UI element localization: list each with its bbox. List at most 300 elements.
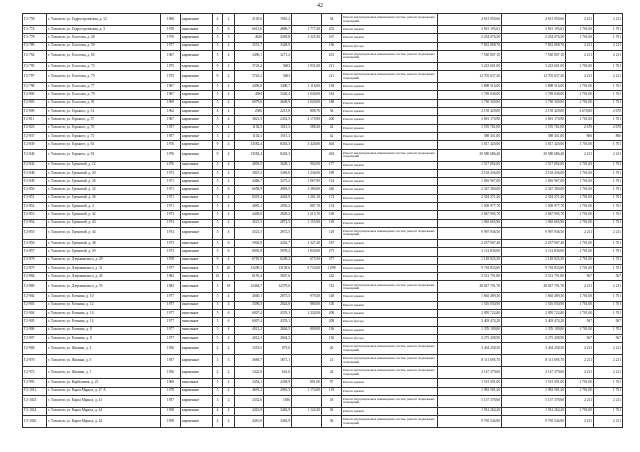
cell-cost_total: 28 027 791,70 <box>502 281 566 293</box>
cell-cost: 12 705 637,20 <box>438 71 502 83</box>
cell-year: 1975 <box>161 62 181 70</box>
cell-cost_total: 3 112 830,00 <box>502 248 566 256</box>
cell-max_cost: 1 701 <box>594 161 623 169</box>
cell-year: 1958 <box>161 416 181 428</box>
cell-area_living: 2872,5 <box>264 219 292 227</box>
cell-residents: 136 <box>322 334 342 342</box>
cell-area_living: 5847,6 <box>264 273 292 281</box>
cell-entrances: 4 <box>223 387 235 395</box>
cell-area_living: 1186 <box>264 395 292 407</box>
cell-code: Г2-852 <box>23 203 47 211</box>
cell-area_other: 1 067,90 <box>292 178 322 186</box>
cell-cost_total: 3 434 258,50 <box>502 343 566 355</box>
cell-work_type: Ремонт крыши <box>342 141 438 149</box>
cell-floors: 5 <box>213 379 223 387</box>
table-row <box>23 387 623 395</box>
cell-floors: 5 <box>213 186 223 194</box>
cell-cost: 2 102 436,00 <box>438 169 502 177</box>
cell-floors: 5 <box>213 203 223 211</box>
cell-max_cost: 1 701 <box>594 301 623 309</box>
cell-area_other: 2 170,90 <box>292 116 322 124</box>
cell-material: панельные <box>181 318 213 326</box>
cell-unit_cost: 1 701,00 <box>566 203 594 211</box>
cell-entrances: 4 <box>223 379 235 387</box>
cell-address: г. Тольятти, ул. Есенина, д. 8 <box>47 326 161 334</box>
cell-year: 1969 <box>161 99 181 107</box>
cell-cost_total: 1 376 109,00 <box>502 326 566 334</box>
cell-material: кирпичные <box>181 14 213 26</box>
table-row <box>23 203 623 211</box>
cell-area_other: 1 174,00 <box>292 387 322 395</box>
cell-area_other <box>292 227 322 239</box>
cell-cost: 1 149 025,50 <box>438 256 502 264</box>
cell-max_cost: 1 701 <box>594 211 623 219</box>
cell-unit_cost: 1 701,00 <box>566 26 594 34</box>
cell-code: Г2-798 <box>23 83 47 91</box>
cell-material: панельные <box>181 334 213 342</box>
cell-entrances: 4 <box>223 293 235 301</box>
cell-area_total: 3496,1 <box>235 50 264 62</box>
cell-max_cost: 1 701 <box>594 239 623 247</box>
table-row <box>23 219 623 227</box>
cell-cost: 3 434 258,50 <box>438 343 502 355</box>
cell-entrances: 4 <box>223 116 235 124</box>
cell-area_living: 6349,2 <box>264 256 292 264</box>
cell-cost: 588 451,00 <box>438 132 502 140</box>
cell-cost_total: 9 765 544,80 <box>502 416 566 428</box>
cell-floors: 2 <box>213 367 223 379</box>
cell-residents: 42 <box>322 132 342 140</box>
cell-area_total: 4521,5 <box>235 227 264 239</box>
cell-area_other <box>292 149 322 161</box>
cell-max_cost: 2 211 <box>594 71 623 83</box>
cell-year: 1982 <box>161 273 181 281</box>
cell-area_living: 2828,2 <box>264 211 292 219</box>
cell-max_cost: 1 701 <box>594 83 623 91</box>
cell-residents: 56 <box>322 416 342 428</box>
cell-cost: 1 517 802,00 <box>438 161 502 169</box>
cell-cost_total: 2 095 722,00 <box>502 310 566 318</box>
cell-material: кирпичные <box>181 71 213 83</box>
cell-max_cost: 1 701 <box>594 293 623 301</box>
cell-code: Г2-1024 <box>23 407 47 415</box>
table-row <box>23 343 623 355</box>
table-row <box>23 194 623 202</box>
cell-area_living: 3271,2 <box>264 50 292 62</box>
cell-max_cost: 2 670 <box>594 124 623 132</box>
cell-material: кирпичные <box>181 91 213 99</box>
cell-unit_cost: 806 <box>566 132 594 140</box>
cell-floors: 3 <box>213 395 223 407</box>
cell-address: г. Тольятти, ул. Громовой, д. 50 <box>47 248 161 256</box>
cell-cost: 3 512 791,80 <box>438 273 502 281</box>
cell-work_type: Ремонт крыши <box>342 379 438 387</box>
cell-unit_cost: 2 211 <box>566 395 594 407</box>
cell-code: Г2-774 <box>23 26 47 34</box>
cell-code: Г2-853 <box>23 211 47 219</box>
cell-floors: 16 <box>213 273 223 281</box>
cell-max_cost: 806 <box>594 132 623 140</box>
cell-entrances: 6 <box>223 318 235 326</box>
cell-floors: 5 <box>213 50 223 62</box>
cell-unit_cost: 1 701,00 <box>566 293 594 301</box>
cell-max_cost: 2 211 <box>594 14 623 26</box>
cell-cost_total: 3 691 170,90 <box>502 116 566 124</box>
cell-address: г. Тольятти, ул. Громовой, д. 32 <box>47 186 161 194</box>
cell-cost_total: 1 517 802,00 <box>502 161 566 169</box>
cell-entrances: 3 <box>223 355 235 367</box>
cell-cost_total: 29 580 686,40 <box>502 149 566 161</box>
cell-residents: 134 <box>322 203 342 211</box>
cell-max_cost: 2 211 <box>594 149 623 161</box>
cell-floors: 4 <box>213 407 223 415</box>
cell-cost_total: 7 530 807,10 <box>502 50 566 62</box>
cell-entrances: 4 <box>223 141 235 149</box>
cell-floors: 3 <box>213 124 223 132</box>
cell-floors: 5 <box>213 34 223 42</box>
cell-residents: 167 <box>322 34 342 42</box>
cell-entrances: 4 <box>223 83 235 91</box>
cell-address: г. Тольятти, ул. Голосова, д. 79 <box>47 91 161 99</box>
cell-floors: 5 <box>213 161 223 169</box>
cell-code: Г2-789 <box>23 42 47 50</box>
cell-entrances: 2 <box>223 14 235 26</box>
cell-work_type: Ремонт крыши <box>342 169 438 177</box>
cell-floors: 4 <box>213 14 223 26</box>
cell-area_living: 5978,2 <box>264 248 292 256</box>
cell-code: Г2-792 <box>23 50 47 62</box>
cell-cost: 9 997 036,50 <box>438 227 502 239</box>
cell-area_other <box>292 343 322 355</box>
cell-material: кирпичные <box>181 227 213 239</box>
cell-cost_total: 1 509 977,70 <box>502 203 566 211</box>
cell-code: Г2-797 <box>23 71 47 83</box>
cell-residents: 97 <box>322 379 342 387</box>
cell-area_total: 6195,4 <box>235 273 264 281</box>
cell-max_cost: 2 211 <box>594 416 623 428</box>
cell-cost: 4 651 050,60 <box>438 14 502 26</box>
cell-material: панельные <box>181 239 213 247</box>
cell-address: г. Тольятти, ул. Голосова, д. 91 <box>47 99 161 107</box>
cell-code: Г2-884 <box>23 273 47 281</box>
cell-cost: 5 817 420,00 <box>438 141 502 149</box>
cell-area_other: 1 215,70 <box>292 211 322 219</box>
cell-floors: 5 <box>213 334 223 342</box>
cell-work_type: Ремонт крыши <box>342 186 438 194</box>
cell-area_total: 3396,5 <box>235 301 264 309</box>
table-row <box>23 281 623 293</box>
cell-work_type: Ремонт крыши <box>342 256 438 264</box>
cell-code: Г2-800 <box>23 91 47 99</box>
cell-work_type: Ремонт крыши <box>342 264 438 272</box>
cell-area_other: 1 830,00 <box>292 248 322 256</box>
cell-entrances: 6 <box>223 248 235 256</box>
table-row <box>23 326 623 334</box>
cell-address: г. Тольятти, ул. Громовой, д. 42 <box>47 211 161 219</box>
cell-cost: 7 852 808,70 <box>438 42 502 50</box>
cell-area_living: 2872,5 <box>264 227 292 239</box>
cell-code: Г2-850 <box>23 186 47 194</box>
cell-area_total: 4691,2 <box>235 387 264 395</box>
table-row <box>23 355 623 367</box>
cell-address: г. Тольятти, ул. Горького, д. 92 <box>47 141 161 149</box>
cell-unit_cost: 2 211 <box>566 416 594 428</box>
cell-unit_cost: 2 211 <box>566 367 594 379</box>
cell-floors: 5 <box>213 239 223 247</box>
cell-max_cost: 2 211 <box>594 367 623 379</box>
cell-area_total: 1553,5 <box>235 343 264 355</box>
cell-work_type: Ремонт крыши <box>342 178 438 186</box>
cell-area_other <box>292 50 322 62</box>
cell-entrances: 4 <box>223 50 235 62</box>
cell-material: панельные <box>181 161 213 169</box>
cell-work_type: Ремонт внутридомовых инженерных систем, ремонт подвальных помещений <box>342 343 438 355</box>
cell-year: 1973 <box>161 248 181 256</box>
cell-entrances: 4 <box>223 326 235 334</box>
cell-entrances: 4 <box>223 91 235 99</box>
cell-max_cost: 1 701 <box>594 256 623 264</box>
cell-cost: 2 257 907,40 <box>438 239 502 247</box>
cell-area_total: 3669,7 <box>235 355 264 367</box>
cell-max_cost: 1 701 <box>594 310 623 318</box>
cell-cost_total: 2 254 076,50 <box>502 34 566 42</box>
cell-residents: 174 <box>322 194 342 202</box>
cell-floors: 5 <box>213 326 223 334</box>
cell-area_other: 1 155,90 <box>292 219 322 227</box>
cell-work_type: Ремонт крыши <box>342 34 438 42</box>
cell-area_total: 4003,5 <box>235 161 264 169</box>
cell-cost_total: 1 665 489,30 <box>502 293 566 301</box>
cell-cost_total: 1 816 967,00 <box>502 178 566 186</box>
cell-area_living: 1961,2 <box>264 14 292 26</box>
cell-max_cost: 1 701 <box>594 169 623 177</box>
cell-residents: 129 <box>322 219 342 227</box>
table-row <box>23 99 623 107</box>
table-row <box>23 108 623 116</box>
cell-year: 1973 <box>161 211 181 219</box>
cell-entrances: 4 <box>223 169 235 177</box>
cell-area_living: 2873,5 <box>264 293 292 301</box>
cell-unit_cost: 567 <box>566 318 594 326</box>
cell-code: Г2-878 <box>23 256 47 264</box>
cell-unit_cost: 1 701,00 <box>566 387 594 395</box>
cell-address: г. Тольятти, ул. Горького, д. 75 <box>47 132 161 140</box>
cell-residents: 208 <box>322 310 342 318</box>
cell-area_total: 5743,2 <box>235 62 264 70</box>
cell-material: кирпичные <box>181 42 213 50</box>
cell-area_total: 6201,2 <box>235 194 264 202</box>
cell-area_living: 2458,9 <box>264 379 292 387</box>
cell-area_living: 4459,8 <box>264 34 292 42</box>
cell-cost_total: 3 403 474,20 <box>502 318 566 326</box>
cell-entrances: 4 <box>223 256 235 264</box>
cell-material: панельные <box>181 194 213 202</box>
cell-address: г. Тольятти, ул. Дзержинского, д. 45 <box>47 273 161 281</box>
cell-address: г. Тольятти, ул. Голосова, д. 65 <box>47 50 161 62</box>
cell-entrances: 6 <box>223 310 235 318</box>
cell-code: Г2-758 <box>23 14 47 26</box>
cell-entrances: 6 <box>223 239 235 247</box>
cell-residents: 119 <box>322 387 342 395</box>
cell-max_cost: 1 701 <box>594 116 623 124</box>
cell-material: панельные <box>181 379 213 387</box>
cell-code: Г2-837 <box>23 132 47 140</box>
cell-area_total: 5743,2 <box>235 71 264 83</box>
cell-unit_cost: 1 701,00 <box>566 186 594 194</box>
cell-address: г. Тольятти, ул. Жилина, д. 3 <box>47 343 161 355</box>
cell-cost: 1 509 977,70 <box>438 203 502 211</box>
cell-address: г. Тольятти, ул. Голосова, д. 59 <box>47 42 161 50</box>
cell-unit_cost: 1 701,00 <box>566 239 594 247</box>
cell-unit_cost: 567 <box>566 334 594 342</box>
cell-address: г. Тольятти, ул. Карла Маркса, д. 41 <box>47 395 161 407</box>
cell-cost_total: 1 570 761,00 <box>502 124 566 132</box>
cell-cost: 1 912 264,20 <box>438 407 502 415</box>
cell-area_total: 5902,8 <box>235 239 264 247</box>
cell-area_total: 4081,1 <box>235 203 264 211</box>
cell-area_total: 3551,7 <box>235 42 264 50</box>
cell-residents: 404 <box>322 141 342 149</box>
cell-work_type: Ремонт крыши <box>342 83 438 91</box>
cell-residents: 240 <box>322 186 342 194</box>
cell-area_other: 880,00 <box>292 301 322 309</box>
cell-code: Г2-856 <box>23 239 47 247</box>
cell-area_living: 4903,5 <box>264 186 292 194</box>
cell-entrances: 2 <box>223 395 235 407</box>
cell-max_cost: 1 701 <box>594 387 623 395</box>
cell-cost_total: 9 718 833,60 <box>502 264 566 272</box>
cell-code: Г2-889 <box>23 281 47 293</box>
cell-area_total: 6658,9 <box>235 186 264 194</box>
cell-unit_cost: 1 701,00 <box>566 34 594 42</box>
cell-work_type: Ремонт внутридомовых инженерных систем, ремонт подвальных помещений <box>342 227 438 239</box>
cell-unit_cost: 2 211 <box>566 343 594 355</box>
cell-year: 1977 <box>161 42 181 50</box>
cell-unit_cost: 1 701,00 <box>566 62 594 70</box>
cell-code: Г2-842 <box>23 161 47 169</box>
table-row <box>23 149 623 161</box>
table-row <box>23 395 623 407</box>
cell-work_type: Ремонт внутридомовых инженерных систем, ремонт подвальных помещений <box>342 355 438 367</box>
cell-code: Г2-848 <box>23 169 47 177</box>
cell-residents: 242 <box>322 273 342 281</box>
cell-area_total: 1102,3 <box>235 124 264 132</box>
table-row <box>23 227 623 239</box>
cell-code: Г2-1023 <box>23 395 47 407</box>
cell-unit_cost: 1 701,00 <box>566 178 594 186</box>
cell-code: Г2-849 <box>23 178 47 186</box>
cell-material: панельные <box>181 26 213 34</box>
cell-year: 1973 <box>161 169 181 177</box>
cell-code: Г2-840 <box>23 149 47 161</box>
cell-address: г. Тольятти, ул. Есенина, д. 14 <box>47 310 161 318</box>
cell-area_living: 2963,3 <box>264 387 292 395</box>
cell-area_living: 2452,5 <box>264 116 292 124</box>
cell-year: 1967 <box>161 116 181 124</box>
cell-address: г. Тольятти, ул. Гидростроевская, д. 3 <box>47 26 161 34</box>
cell-area_total: 4384 <box>235 91 264 99</box>
table-row <box>23 239 623 247</box>
cell-max_cost: 1 701 <box>594 379 623 387</box>
cell-cost: 2 159 429,00 <box>438 108 502 116</box>
cell-work_type: Ремонт фасада <box>342 132 438 140</box>
cell-area_other <box>292 367 322 379</box>
cell-code: Г2-970 <box>23 355 47 367</box>
cell-area_other: 1 261,10 <box>292 194 322 202</box>
cell-year: 1977 <box>161 301 181 309</box>
cell-address: г. Тольятти, ул. Есенина, д. 10 <box>47 293 161 301</box>
cell-year: 1971 <box>161 178 181 186</box>
cell-cost: 2 067 905,70 <box>438 211 502 219</box>
cell-code: Г2-857 <box>23 248 47 256</box>
cell-residents: 275 <box>322 248 342 256</box>
cell-area_other: 809,00 <box>292 326 322 334</box>
cell-cost_total: 2 347 380,00 <box>502 186 566 194</box>
cell-area_other <box>292 281 322 293</box>
cell-unit_cost: 1 701,00 <box>566 219 594 227</box>
cell-entrances: 4 <box>223 334 235 342</box>
cell-year: 1978 <box>161 256 181 264</box>
cell-entrances: 26 <box>223 264 235 272</box>
cell-unit_cost: 1 701,00 <box>566 83 594 91</box>
table-row <box>23 14 623 26</box>
cell-material: панельные <box>181 273 213 281</box>
cell-work_type: Ремонт фасада <box>342 318 438 326</box>
cell-work_type: Ремонт крыши <box>342 161 438 169</box>
cell-entrances: 2 <box>223 108 235 116</box>
cell-entrances: 2 <box>223 132 235 140</box>
cell-code: Г2-906 <box>23 326 47 334</box>
cell-max_cost: 1 701 <box>594 91 623 99</box>
cell-address: г. Тольятти, ул. Есенина, д. 8 <box>47 334 161 342</box>
cell-max_cost: 1 701 <box>594 194 623 202</box>
cell-floors: 5 <box>213 264 223 272</box>
cell-area_living: 3275,2 <box>264 178 292 186</box>
cell-work_type: Ремонт крыши <box>342 211 438 219</box>
cell-code: Г2-809 <box>23 108 47 116</box>
cell-code: Г2-879 <box>23 264 47 272</box>
cell-unit_cost: 1 701,00 <box>566 301 594 309</box>
cell-area_living: 8454,3 <box>264 149 292 161</box>
cell-residents: 130 <box>322 301 342 309</box>
cell-residents: 20 <box>322 343 342 355</box>
cell-cost: 7 530 807,10 <box>438 50 502 62</box>
cell-year: 1977 <box>161 293 181 301</box>
cell-year: 1957 <box>161 355 181 367</box>
cell-address: г. Тольятти, ул. Громовой, д. 48 <box>47 239 161 247</box>
cell-unit_cost: 1 701,00 <box>566 116 594 124</box>
table-row <box>23 26 623 34</box>
cell-max_cost: 1 701 <box>594 178 623 186</box>
cell-work_type: Ремонт крыши <box>342 124 438 132</box>
cell-year: 1957 <box>161 132 181 140</box>
cell-max_cost: 1 701 <box>594 219 623 227</box>
cell-work_type: Ремонт крыши <box>342 26 438 34</box>
cell-unit_cost: 2 211 <box>566 14 594 26</box>
cell-address: г. Тольятти, ул. Карла Маркса, д. 44 <box>47 416 161 428</box>
cell-year: 1977 <box>161 264 181 272</box>
cell-code: Г2-803 <box>23 99 47 107</box>
table-row <box>23 407 623 415</box>
cell-year: 1967 <box>161 50 181 62</box>
cell-area_living: 2844,5 <box>264 334 292 342</box>
cell-unit_cost: 1 701,00 <box>566 264 594 272</box>
cell-year: 1975 <box>161 71 181 83</box>
cell-cost_total: 2 159 429,00 <box>502 108 566 116</box>
cell-address: г. Тольятти, ул. Карла Маркса, д. 44 <box>47 407 161 415</box>
cell-material: кирпичные <box>181 367 213 379</box>
cell-area_living: 3326,4 <box>264 91 292 99</box>
